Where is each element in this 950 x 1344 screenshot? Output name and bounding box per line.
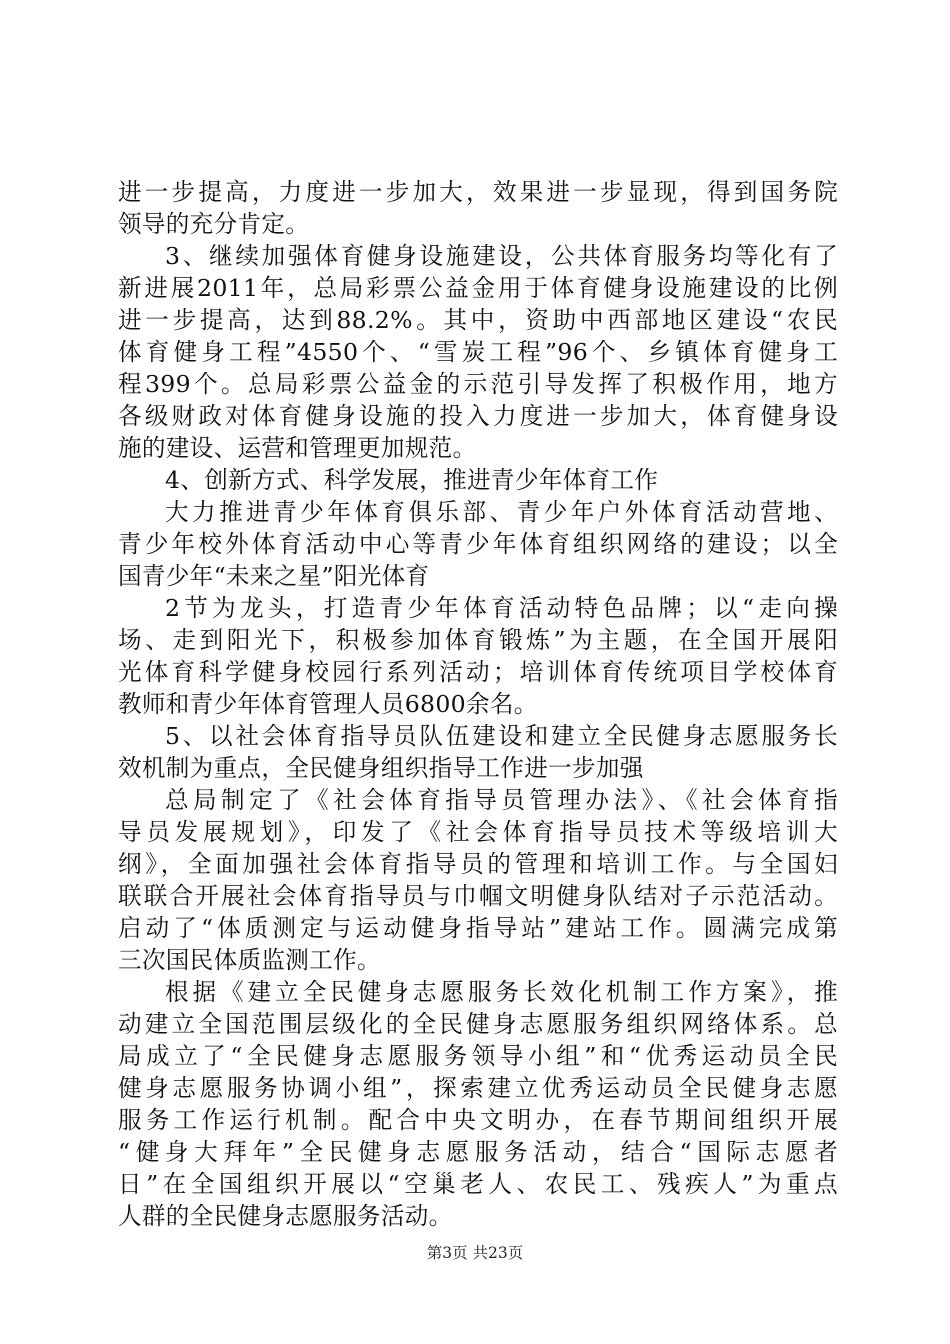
paragraph-heading: 5、以社会体育指导员队伍建设和建立全民健身志愿服务长 — [165, 722, 838, 750]
text-line: 根据《建立全民健身志愿服务长效化机制工作方案》，推 — [165, 978, 838, 1006]
text-line: 青少年校外体育活动中心等青少年体育组织网络的建设；以全 — [118, 530, 838, 558]
text-line: 场、走到阳光下，积极参加体育锻炼”为主题，在全国开展阳 — [118, 626, 838, 654]
text-line: 启动了“体质测定与运动健身指导站”建站工作。圆满完成第 — [118, 914, 838, 942]
text-line: 施的建设、运营和管理更加规范。 — [118, 434, 477, 462]
text-line: 大力推进青少年体育俱乐部、青少年户外体育活动营地、 — [165, 498, 838, 526]
text-line: 新进展2011年，总局彩票公益金用于体育健身设施建设的比例 — [118, 274, 838, 302]
text-line: 导员发展规划》，印发了《社会体育指导员技术等级培训大 — [118, 818, 838, 846]
text-line: 总局制定了《社会体育指导员管理办法》、《社会体育指 — [165, 786, 838, 814]
text-line: 体育健身工程”4550个、“雪炭工程”96个、乡镇体育健身工 — [118, 338, 838, 366]
paragraph-heading: 3、继续加强体育健身设施建设，公共体育服务均等化有了 — [165, 242, 838, 270]
text-line: 教师和青少年体育管理人员6800余名。 — [118, 690, 538, 718]
text-line: 健身志愿服务协调小组”，探索建立优秀运动员全民健身志愿 — [118, 1074, 838, 1102]
text-line: 程399个。总局彩票公益金的示范引导发挥了积极作用，地方 — [118, 370, 838, 398]
text-line: “健身大拜年”全民健身志愿服务活动，结合“国际志愿者 — [118, 1138, 838, 1166]
text-line: 进一步提高，达到88.2%。其中，资助中西部地区建设“农民 — [118, 306, 838, 334]
text-line: 联联合开展社会体育指导员与巾帼文明健身队结对子示范活动。 — [118, 882, 838, 910]
text-line: 纲》，全面加强社会体育指导员的管理和培训工作。与全国妇 — [118, 850, 838, 878]
page-number-footer: 第3页 共23页 — [426, 1244, 524, 1262]
text-line: 人群的全民健身志愿服务活动。 — [118, 1202, 453, 1230]
text-line: 各级财政对体育健身设施的投入力度进一步加大，体育健身设 — [118, 402, 838, 430]
text-line: 进一步提高，力度进一步加大，效果进一步显现，得到国务院 — [118, 178, 838, 206]
text-line: 局成立了“全民健身志愿服务领导小组”和“优秀运动员全民 — [118, 1042, 838, 1070]
text-line: 光体育科学健身校园行系列活动；培训体育传统项目学校体育 — [118, 658, 838, 686]
text-line: 三次国民体质监测工作。 — [118, 946, 381, 974]
text-line: 服务工作运行机制。配合中央文明办，在春节期间组织开展 — [118, 1106, 838, 1134]
text-line: 效机制为重点，全民健身组织指导工作进一步加强 — [118, 754, 644, 782]
document-body — [118, 176, 838, 1232]
text-line: 国青少年“未来之星”阳光体育 — [118, 562, 430, 590]
text-line: 日”在全国组织开展以“空巢老人、农民工、残疾人”为重点 — [118, 1170, 838, 1198]
paragraph-heading: 4、创新方式、科学发展，推进青少年体育工作 — [165, 466, 659, 494]
text-line: 领导的充分肯定。 — [118, 210, 310, 238]
text-line: 2节为龙头，打造青少年体育活动特色品牌；以“走向操 — [165, 594, 838, 622]
text-line: 动建立全国范围层级化的全民健身志愿服务组织网络体系。总 — [118, 1010, 838, 1038]
